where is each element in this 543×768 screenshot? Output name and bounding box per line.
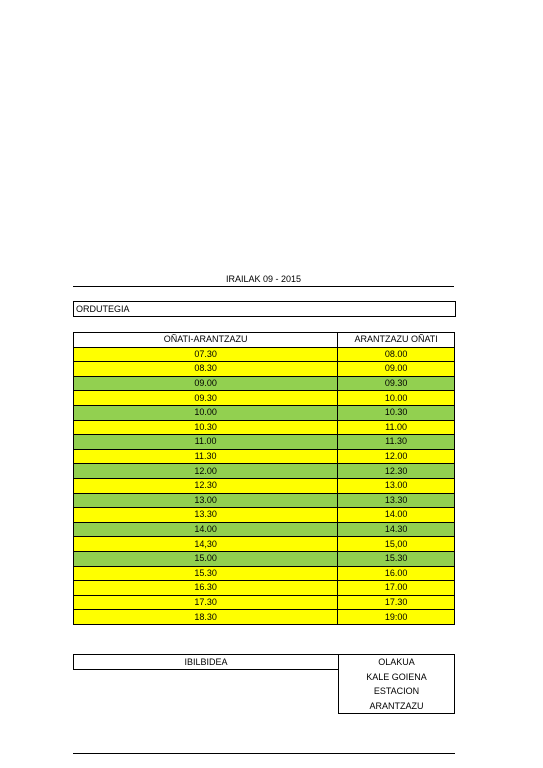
departure-time-onati: 17.30 — [74, 595, 338, 610]
table-row — [74, 566, 455, 581]
departure-time-arantzazu: 14.00 — [338, 508, 455, 523]
departure-time-onati: 12.30 — [74, 478, 338, 493]
table-row — [74, 581, 455, 596]
departure-time-arantzazu: 10.30 — [338, 405, 455, 420]
departure-time-onati: 11.00 — [74, 435, 338, 450]
departure-time-arantzazu: 16.00 — [338, 566, 455, 581]
route-stop: KALE GOIENA — [366, 671, 427, 682]
table-row — [74, 595, 455, 610]
table-row — [74, 610, 455, 625]
table-row — [74, 405, 455, 420]
departure-time-onati: 13.00 — [74, 493, 338, 508]
date-header: IRAILAK 09 - 2015 — [73, 272, 454, 287]
table-row — [74, 537, 455, 552]
table-row — [74, 391, 455, 406]
departure-time-arantzazu: 12.00 — [338, 449, 455, 464]
schedule-table — [73, 332, 455, 625]
departure-time-onati: 18.30 — [74, 610, 338, 625]
route-stops — [338, 654, 455, 714]
table-row — [74, 435, 455, 450]
departure-time-onati: 15.30 — [74, 566, 338, 581]
schedule-body — [74, 347, 455, 624]
departure-time-arantzazu: 17.00 — [338, 581, 455, 596]
table-row — [74, 478, 455, 493]
departure-time-arantzazu: 19:00 — [338, 610, 455, 625]
route-stop: OLAKUA — [378, 657, 415, 667]
table-row — [74, 551, 455, 566]
route-stop: ARANTZAZU — [369, 700, 424, 711]
table-row — [74, 376, 455, 391]
bottom-divider — [73, 753, 455, 754]
departure-time-onati: 11.30 — [74, 449, 338, 464]
schedule-header-row — [74, 333, 455, 348]
section-title: ORDUTEGIA — [73, 301, 456, 317]
table-row — [74, 464, 455, 479]
departure-time-arantzazu: 12.30 — [338, 464, 455, 479]
column-header-arantzazu-onati: ARANTZAZU OÑATI — [338, 333, 455, 348]
table-row — [74, 420, 455, 435]
departure-time-onati: 16.30 — [74, 581, 338, 596]
table-row — [74, 362, 455, 377]
departure-time-arantzazu: 13.00 — [338, 478, 455, 493]
route-label: IBILBIDEA — [73, 654, 339, 670]
departure-time-onati: 13.30 — [74, 508, 338, 523]
departure-time-onati: 10.00 — [74, 405, 338, 420]
departure-time-onati: 12.00 — [74, 464, 338, 479]
departure-time-onati: 15.00 — [74, 551, 338, 566]
departure-time-arantzazu: 13.30 — [338, 493, 455, 508]
departure-time-arantzazu: 11.30 — [338, 435, 455, 450]
departure-time-onati: 09.00 — [74, 376, 338, 391]
table-row — [74, 449, 455, 464]
departure-time-arantzazu: 15,00 — [338, 537, 455, 552]
departure-time-arantzazu: 11.00 — [338, 420, 455, 435]
table-row — [74, 347, 455, 362]
route-stop: ESTACION — [373, 686, 420, 696]
departure-time-onati: 07.30 — [74, 347, 338, 362]
departure-time-arantzazu: 08.00 — [338, 347, 455, 362]
column-header-onati-arantzazu: OÑATI-ARANTZAZU — [74, 333, 338, 348]
departure-time-onati: 14,30 — [74, 537, 338, 552]
departure-time-onati: 14.00 — [74, 522, 338, 537]
departure-time-arantzazu: 15.30 — [338, 551, 455, 566]
departure-time-onati: 10.30 — [74, 420, 338, 435]
departure-time-onati: 08.30 — [74, 362, 338, 377]
departure-time-arantzazu: 17.30 — [338, 595, 455, 610]
departure-time-arantzazu: 09.00 — [338, 362, 455, 377]
table-row — [74, 508, 455, 523]
departure-time-arantzazu: 09.30 — [338, 376, 455, 391]
table-row — [74, 522, 455, 537]
departure-time-onati: 09.30 — [74, 391, 338, 406]
table-row — [74, 493, 455, 508]
departure-time-arantzazu: 10.00 — [338, 391, 455, 406]
departure-time-arantzazu: 14.30 — [338, 522, 455, 537]
